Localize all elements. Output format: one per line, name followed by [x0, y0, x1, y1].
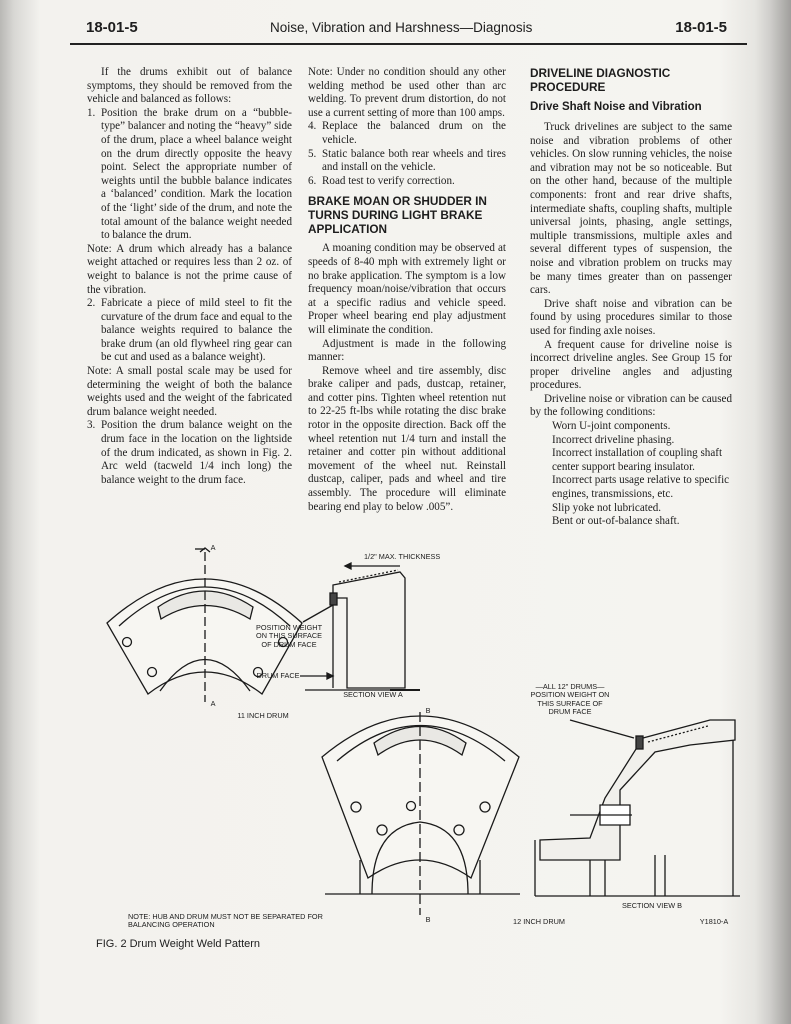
page-number-right: 18-01-5: [675, 19, 727, 36]
condition-item: Incorrect parts usage relative to specific engines, transmissions, etc.: [552, 474, 730, 501]
section-view-b-drawing: [535, 720, 740, 896]
condition-item: Incorrect driveline phasing.: [552, 433, 675, 446]
step-2: 2. Fabricate a piece of mild steel to fit the curvature of the drum face and equal to the balance weights required to balance the brake drum (an old flywheel ring gear can be cut and used as a balance weight).: [87, 297, 292, 364]
thickness-label: 1/2" MAX. THICKNESS: [364, 552, 441, 561]
step-5: 5. Static balance both rear wheels and tires and install on the vehicle.: [308, 147, 506, 174]
step-6: 6. Road test to verify correction.: [308, 174, 455, 187]
driveline-paragraph-4: Driveline noise or vibration can be caused by the following conditions:: [530, 392, 732, 419]
figure-caption: FIG. 2 Drum Weight Weld Pattern: [96, 938, 261, 950]
condition-item: Worn U-joint components.: [552, 420, 671, 433]
section-mark-b-bottom: B: [425, 915, 431, 924]
driveline-paragraph-1: Truck drivelines are subject to the same noise and vibration problems of other vehicles. On slow running vehicles, the noise and vibration may not be so noticeable. But on the other hand, because of the multiple components: front and rear drive shafts, intermediate shafts, coupling shafts, multiple universal joints, phasing, angle settings, multiple transmissions, multiple axles and several different types of suspension, the noise and vibration problem on trucks may be many times greater than on passenger cars.: [530, 121, 732, 297]
driveline-paragraph-2: Drive shaft noise and vibration can be found by using procedures similar to those used for finding axle noises.: [530, 297, 732, 337]
section-view-b-label: SECTION VIEW B: [621, 901, 682, 910]
section-mark-a-bottom: A: [210, 699, 216, 708]
drum-face-label: DRUM FACE: [256, 671, 300, 680]
12-inch-drum-drawing: [322, 712, 520, 915]
section-mark-a-top: A: [210, 543, 216, 552]
step-3: 3. Position the drum balance weight on the drum face in the location on the lightside of the drum indicated, as shown in Fig. 2. Arc weld (tacweld 1/4 inch long) the balance weight to the drum face.: [87, 419, 292, 486]
hub-drum-note: NOTE: HUB AND DRUM MUST NOT BE SEPARATED FOR BALANCING OPERATION: [128, 912, 323, 930]
note-2: Note: A small postal scale may be used for determining the weight of both the balance weights used and the weight of the fabricated drum balance weight needed.: [87, 365, 292, 418]
position-weight-label: POSITION WEIGHT ON THIS SURFACE OF DRUM FACE: [255, 623, 323, 649]
note-1: Note: A drum which already has a balance weight attached or requires less than 2 oz. of weight to balance is not the prime cause of the vibration.: [87, 242, 292, 296]
step-4: 4. Replace the balanced drum on the vehicle.: [308, 120, 506, 146]
11-inch-drum-label: 11 INCH DRUM: [237, 711, 289, 720]
welding-note: Note: Under no condition should any other welding method be used other than arc welding. To prevent drum distortion, do not use a current setting of more than 100 amps.: [308, 66, 506, 119]
drive-shaft-subheading: Drive Shaft Noise and Vibration: [530, 101, 702, 113]
condition-item: Slip yoke not lubricated.: [552, 501, 662, 514]
intro-paragraph: If the drums exhibit out of balance symptoms, they should be removed from the vehicle and balanced as follows:: [87, 66, 292, 106]
page-number-left: 18-01-5: [86, 19, 138, 36]
driveline-heading: DRIVELINE DIAGNOSTIC PROCEDURE: [530, 66, 671, 94]
section-mark-b-top: B: [425, 706, 431, 715]
condition-item: Bent or out-of-balance shaft.: [552, 515, 680, 528]
condition-item: Incorrect installation of coupling shaft center support bearing insulator.: [552, 447, 723, 473]
figure-reference-code: Y1810-A: [699, 917, 729, 926]
section-view-a-label: SECTION VIEW A: [343, 690, 403, 699]
brake-moan-paragraph: A moaning condition may be observed at speeds of 8-40 mph with extremely light or no brake application. The symptom is a low frequency moan/noise/vibration that occurs at a specific radius and vehicle speed. Proper wheel bearing end play adjustment will eliminate the condition.: [308, 242, 506, 336]
12-inch-drum-label: 12 INCH DRUM: [513, 917, 565, 926]
adjustment-paragraph: Adjustment is made in the following manner:: [308, 337, 506, 364]
procedure-paragraph: Remove wheel and tire assembly, disc brake caliper and pads, dustcap, retainer, and cotter pins. Tighten wheel retention nut to 22-25 ft-lbs while rotating the disc brake rotor in the opposite direction. Back off the wheel retention nut 1/4 turn and install the retainer and cotter pin without additional movement of the wheel nut. Reinstall dustcap, caliper, pads and wheel and tire assembly. The procedure will eliminate bearing end play to below .005”.: [308, 364, 506, 513]
driveline-paragraph-3: A frequent cause for driveline noise is incorrect driveline angles. See Group 15 for proper driveline angles and adjusting procedures.: [530, 338, 732, 392]
brake-moan-heading: BRAKE MOAN OR SHUDDER IN TURNS DURING LIGHT BRAKE APPLICATION: [308, 194, 487, 237]
all-12-inch-drums-label: —ALL 12" DRUMS— POSITION WEIGHT ON THIS SURFACE OF DRUM FACE: [530, 682, 610, 717]
step-1: 1. Position the brake drum on a “bubble-type” balancer and noting the “heavy” side of the drum, place a wheel balance weight on the drum directly opposite the heavy point. Select the appropriate number of weights until the bubble balance indicates a ‘balanced’ condition. Mark the location of the ‘light’ side of the drum, and note the total amount of the balance weight needed to balance the drum.: [87, 106, 292, 242]
section-title: Noise, Vibration and Harshness—Diagnosis: [270, 20, 533, 35]
